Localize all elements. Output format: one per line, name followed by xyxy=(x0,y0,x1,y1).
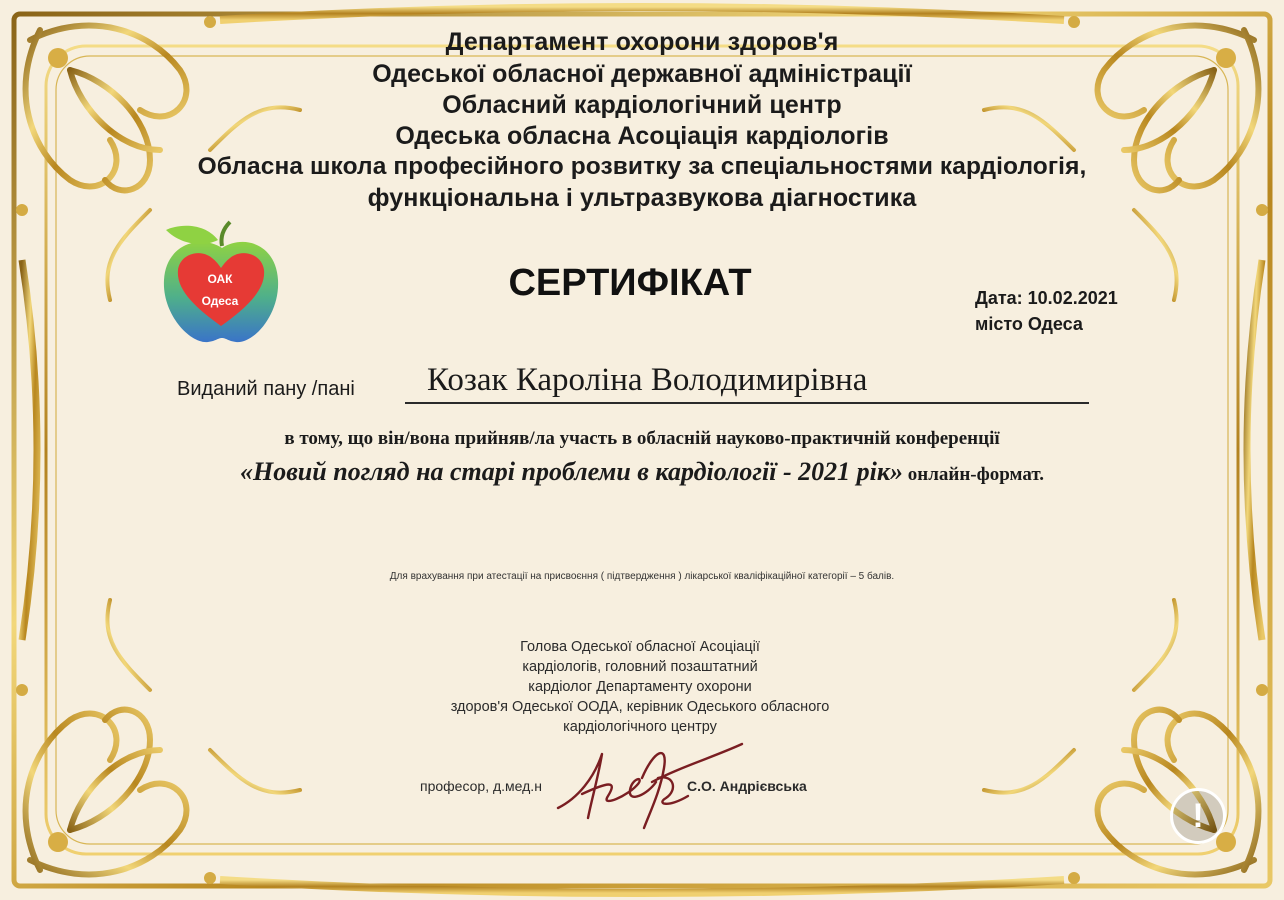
header-line-2: Одеської обласної державної адміністрації xyxy=(372,60,912,88)
logo-text-oak: ОАК xyxy=(207,272,233,286)
signatory-position-line: кардіолог Департаменту охорони xyxy=(528,679,752,695)
participation-statement: в тому, що він/вона прийняв/ла участь в обласній науково-практичній конференції xyxy=(284,428,1000,449)
alert-icon-button[interactable] xyxy=(1170,788,1226,844)
points-note: Для врахування при атестації на присвоєння ( підтвердження ) лікарської кваліфікаційної категорії – 5 балів. xyxy=(389,571,895,582)
signatory-position-line: здоров'я Одеської ООДА, керівник Одеського обласного xyxy=(450,699,830,715)
signatory-name: С.О. Андрієвська xyxy=(687,778,807,794)
signatory-position-line: Голова Одеської обласної Асоціації xyxy=(520,639,760,655)
header-line-6: функціональна і ультразвукова діагностика xyxy=(367,184,917,212)
date-block xyxy=(975,285,1118,337)
conference-line xyxy=(0,457,1284,487)
issued-label: Виданий пану /пані xyxy=(177,378,355,400)
header-line-4: Одеська обласна Асоціація кардіологів xyxy=(395,122,889,150)
logo-text-city: Одеса xyxy=(201,294,239,308)
city-label: місто Одеса xyxy=(975,314,1083,334)
header-line-5: Обласна школа професійного розвитку за спеціальностями кардіологія, xyxy=(197,153,1087,180)
signatory-position xyxy=(340,637,940,737)
certificate-title: СЕРТИФІКАТ xyxy=(508,262,752,304)
header-line-3: Обласний кардіологічний центр xyxy=(442,91,842,119)
recipient-name: Козак Кароліна Володимирівна xyxy=(427,362,868,398)
header-line-1: Департамент охорони здоров'я xyxy=(445,28,839,56)
signatory-position-line: кардіологів, головний позаштатний xyxy=(522,659,758,675)
conference-format: онлайн-формат. xyxy=(903,464,1045,485)
exclamation-icon: ! xyxy=(1192,797,1204,835)
conference-title: «Новий погляд на старі проблеми в кардіології - 2021 рік» xyxy=(239,457,904,486)
signatory-position-line: кардіологічного центру xyxy=(563,719,717,735)
signatory-degree: професор, д.мед.н xyxy=(420,778,542,794)
corner-ornament-bottom-left xyxy=(26,600,300,874)
date-label: Дата: 10.02.2021 xyxy=(975,288,1118,308)
recipient-line xyxy=(405,362,1089,404)
